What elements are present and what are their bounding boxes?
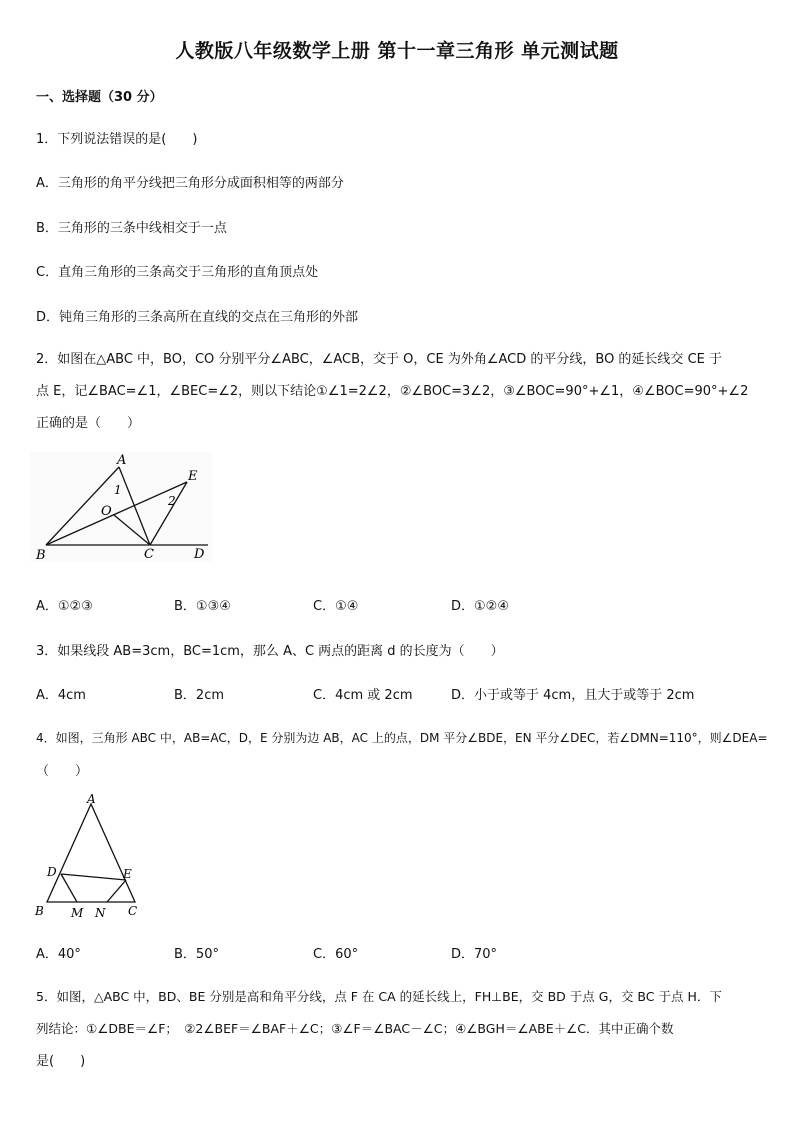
question-2-line-2: 点 E，记∠BAC=∠1，∠BEC=∠2，则以下结论①∠1=2∠2，②∠BOC=3∠2，③∠BOC=90°+∠1，④∠BOC=90°+∠2 [36, 384, 749, 399]
label-b: B [35, 904, 44, 918]
angle-1-label: 1 [114, 483, 122, 497]
page-title: 人教版八年级数学上册 第十一章三角形 单元测试题 [175, 40, 619, 62]
label-c: C [128, 904, 138, 918]
question-1-option-c: C．直角三角形的三条高交于三角形的直角顶点处 [36, 265, 319, 280]
label-d: D [194, 547, 205, 562]
question-2-line-3: 正确的是（ ） [36, 416, 141, 431]
question-4-line-1: 4．如图，三角形 ABC 中，AB=AC，D，E 分别为边 AB，AC 上的点，DM 平分∠BDE，EN 平分∠DEC，若∠DMN=110°，则∠DEA= [36, 731, 768, 745]
question-4-option-b: B．50° [174, 947, 219, 962]
question-2-option-c: C．①④ [313, 599, 359, 614]
question-4-option-a: A．40° [36, 947, 81, 962]
line-dm [61, 874, 77, 902]
label-o: O [101, 504, 112, 519]
label-n: N [95, 906, 106, 920]
question-3-option-c: C．4cm 或 2cm [313, 688, 413, 703]
question-5-line-3: 是( ) [36, 1054, 86, 1069]
question-1-stem: 1．下列说法错误的是( ) [36, 132, 198, 147]
triangle-abc [47, 804, 135, 902]
question-2-figure [30, 452, 220, 567]
question-4-figure [30, 792, 145, 922]
question-3-option-d: D．小于或等于 4cm，且大于或等于 2cm [451, 688, 695, 703]
label-a: A [87, 792, 96, 806]
section-heading: 一、选择题（30 分） [36, 90, 163, 105]
question-4-option-d: D．70° [451, 947, 498, 962]
angle-2-label: 2 [168, 494, 176, 508]
line-en [107, 880, 126, 902]
label-e: E [188, 469, 198, 484]
label-m: M [71, 906, 84, 920]
label-c: C [144, 547, 154, 562]
line-de [61, 874, 126, 880]
question-3-option-b: B．2cm [174, 688, 225, 703]
question-3-stem: 3．如果线段 AB=3cm，BC=1cm，那么 A、C 两点的距离 d 的长度为（ ） [36, 644, 504, 659]
question-2-line-1: 2．如图在△ABC 中，BO，CO 分别平分∠ABC，∠ACB，交于 O，CE 为外角∠ACD 的平分线，BO 的延长线交 CE 于 [36, 352, 722, 367]
label-d: D [47, 865, 57, 879]
question-1-option-b: B．三角形的三条中线相交于一点 [36, 221, 227, 236]
question-1-option-a: A．三角形的角平分线把三角形分成面积相等的两部分 [36, 176, 344, 191]
question-3-option-a: A．4cm [36, 688, 86, 703]
label-e: E [123, 867, 132, 881]
question-1-option-d: D．钝角三角形的三条高所在直线的交点在三角形的外部 [36, 310, 359, 325]
question-4-line-2: （ ） [36, 764, 89, 779]
label-b: B [36, 548, 46, 563]
question-5-line-1: 5．如图，△ABC 中，BD、BE 分别是高和角平分线，点 F 在 CA 的延长线上，FH⊥BE，交 BD 于点 G，交 BC 于点 H．下 [36, 989, 722, 1004]
question-2-option-b: B．①③④ [174, 599, 231, 614]
question-2-option-d: D．①②④ [451, 599, 509, 614]
question-5-line-2: 列结论：①∠DBE＝∠F； ②2∠BEF＝∠BAF＋∠C；③∠F＝∠BAC－∠C；④∠BGH＝∠ABE＋∠C．其中正确个数 [36, 1021, 674, 1036]
question-4-option-c: C．60° [313, 947, 359, 962]
question-2-option-a: A．①②③ [36, 599, 93, 614]
label-a: A [117, 453, 127, 468]
